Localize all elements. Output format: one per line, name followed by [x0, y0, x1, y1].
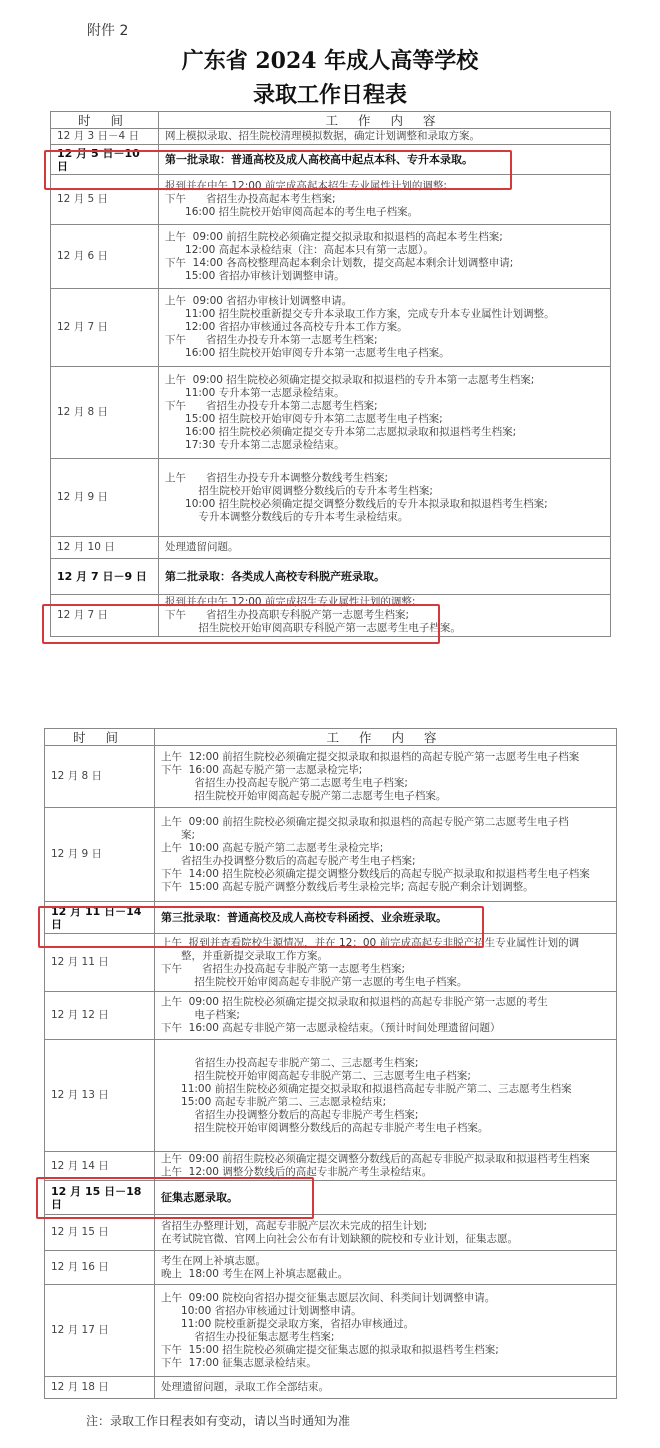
- content-cell: 第三批录取：普通高校及成人高校专科函授、业余班录取。: [155, 902, 617, 934]
- time-cell: 12 月 15 日－18 日: [45, 1181, 155, 1215]
- time-cell: 12 月 15 日: [45, 1215, 155, 1251]
- content-cell: 第一批录取：普通高校及成人高校高中起点本科、专升本录取。: [159, 145, 611, 175]
- highlight-box: [38, 906, 484, 948]
- content-cell: 上午 09:00 院校向省招办提交征集志愿层次间、科类间计划调整申请。 10:00 省招办审核通过计划调整申请。 11:00 院校重新提交录取方案，省招办审核通过。 省招生办投征集志愿考生档案; 下午 15:00 招生院校必须确定提交征集志愿的拟录取和拟退档考生档案; 下午 17:00 征集志愿录检结束。: [155, 1285, 617, 1377]
- content-cell: 上午 09:00 招生院校必须确定提交拟录取和拟退档的高起专非脱产第一志愿的考生 电子档案; 下午 16:00 高起专非脱产第一志愿录检结束。（预计时间处理遗留问题）: [155, 992, 617, 1040]
- batch-row: [51, 559, 611, 595]
- table-row: [45, 1040, 617, 1152]
- document-title: 广东省 2024 年成人高等学校: [181, 48, 479, 74]
- content-cell: 省招生办投高起专非脱产第二、三志愿考生档案; 招生院校开始审阅高起专非脱产第二、三志愿考生电子档案; 11:00 前招生院校必须确定提交拟录取和拟退档高起专非脱产第二、三志愿考生档案 15:00 高起专非脱产第二、三志愿录检结束; 省招生办投调整分数后的高起专非脱产考生档案; 招生院校开始审阅调整分数线后的高起专非脱产考生电子档案。: [155, 1040, 617, 1152]
- content-cell: 上午 省招生办投专升本调整分数线考生档案; 招生院校开始审阅调整分数线后的专升本考生档案; 10:00 招生院校必须确定提交调整分数线后的专升本拟录取和拟退档考生档案; 专升本调整分数线后的专升本考生录检结束。: [159, 459, 611, 537]
- time-cell: 12 月 17 日: [45, 1285, 155, 1377]
- header-content: 工 作 内 容: [155, 729, 617, 746]
- header-time: 时 间: [51, 112, 159, 129]
- table-row: [45, 992, 617, 1040]
- table-row: [45, 746, 617, 808]
- content-cell: 省招生办整理计划，高起专非脱产层次未完成的招生计划; 在考试院官微、官网上向社会公布有计划缺额的院校和专业计划，征集志愿。: [155, 1215, 617, 1251]
- time-cell: 12 月 7 日: [51, 289, 159, 367]
- content-cell: 上午 09:00 前招生院校必须确定提交调整分数线后的高起专非脱产拟录取和拟退档考生档案 上午 12:00 调整分数线后的高起专非脱产考生录检结束。: [155, 1152, 617, 1181]
- time-cell: 12 月 8 日: [51, 367, 159, 459]
- content-cell: 报到并在中午 12:00 前完成高起本招生专业属性计划的调整; 下午 省招生办投高起本考生档案; 16:00 招生院校开始审阅高起本的考生电子档案。: [159, 175, 611, 225]
- time-cell: 12 月 9 日: [45, 808, 155, 902]
- time-cell: 12 月 3 日－4 日: [51, 129, 159, 145]
- content-cell: 考生在网上补填志愿。 晚上 18:00 考生在网上补填志愿截止。: [155, 1251, 617, 1285]
- content-cell: 网上模拟录取、招生院校清理模拟数据，确定计划调整和录取方案。: [159, 129, 611, 145]
- table-row: [45, 1215, 617, 1251]
- table-row: [45, 1377, 617, 1399]
- content-cell: 上午 报到并查看院校生源情况，并在 12：00 前完成高起专非脱产招生专业属性计划的调 整，并重新提交录取工作方案。 下午 省招生办投高起专非脱产第一志愿考生档案; 招生院校开始审阅高起专非脱产第一志愿的考生电子档案。: [155, 934, 617, 992]
- content-cell: 上午 09:00 省招办审核计划调整申请。 11:00 招生院校重新提交专升本录取工作方案，完成专升本专业属性计划调整。 12:00 省招办审核通过各高校专升本工作方案。 下午 省招生办投专升本第一志愿考生档案; 16:00 招生院校开始审阅专升本第一志愿考生电子档案。: [159, 289, 611, 367]
- content-cell: 征集志愿录取。: [155, 1181, 617, 1215]
- time-cell: 12 月 12 日: [45, 992, 155, 1040]
- content-cell: 上午 09:00 前招生院校必须确定提交拟录取和拟退档的高起本考生档案; 12:00 高起本录检结束（注：高起本只有第一志愿）。 下午 14:00 各高校整理高起本剩余计划数，提交高起本剩余计划调整申请; 15:00 省招办审核计划调整申请。: [159, 225, 611, 289]
- time-cell: 12 月 11 日: [45, 934, 155, 992]
- table-row: [45, 1251, 617, 1285]
- document-subtitle: 录取工作日程表: [252, 82, 407, 108]
- time-cell: 12 月 7 日－9 日: [51, 559, 159, 595]
- highlight-box: [42, 604, 440, 644]
- table-row: [45, 1285, 617, 1377]
- time-cell: 12 月 9 日: [51, 459, 159, 537]
- time-cell: 12 月 14 日: [45, 1152, 155, 1181]
- table-row: [51, 537, 611, 559]
- content-cell: 第二批录取：各类成人高校专科脱产班录取。: [159, 559, 611, 595]
- header-time: 时 间: [45, 729, 155, 746]
- content-cell: 上午 12:00 前招生院校必须确定提交拟录取和拟退档的高起专脱产第一志愿考生电子档案 下午 16:00 高起专脱产第一志愿录检完毕; 省招生办投高起专脱产第二志愿考生电子档案; 招生院校开始审阅高起专脱产第二志愿考生电子档案。: [155, 746, 617, 808]
- header-content: 工 作 内 容: [159, 112, 611, 129]
- time-cell: 12 月 5 日: [51, 175, 159, 225]
- content-cell: 上午 09:00 前招生院校必须确定提交拟录取和拟退档的高起专脱产第二志愿考生电子档 案; 上午 10:00 高起专脱产第二志愿考生录检完毕; 省招生办投调整分数后的高起专脱产考生电子档案; 下午 14:00 招生院校必须确定提交调整分数线后的高起专脱产拟录取和拟退档考生电子档案 下午 15:00 高起专脱产调整分数线后考生录检完毕; 高起专脱产剩余计划调整。: [155, 808, 617, 902]
- content-cell: 报到并在中午 12:00 前完成招生专业属性计划的调整; 下午 省招生办投高职专科脱产第一志愿考生档案; 招生院校开始审阅高职专科脱产第一志愿考生电子档案。: [159, 595, 611, 637]
- time-cell: 12 月 18 日: [45, 1377, 155, 1399]
- table-row: [51, 289, 611, 367]
- highlight-box: [36, 1177, 314, 1219]
- table-row: [51, 459, 611, 537]
- content-cell: 处理遗留问题，录取工作全部结束。: [155, 1377, 617, 1399]
- attachment-label: 附件 2: [87, 23, 129, 39]
- time-cell: 12 月 5 日－10 日: [51, 145, 159, 175]
- highlight-box: [44, 150, 512, 190]
- table-row: [51, 367, 611, 459]
- content-cell: 处理遗留问题。: [159, 537, 611, 559]
- time-cell: 12 月 13 日: [45, 1040, 155, 1152]
- time-cell: 12 月 7 日: [51, 595, 159, 637]
- time-cell: 12 月 10 日: [51, 537, 159, 559]
- table-row: [51, 129, 611, 145]
- time-cell: 12 月 16 日: [45, 1251, 155, 1285]
- table-row: [51, 225, 611, 289]
- table-row: [45, 808, 617, 902]
- time-cell: 12 月 6 日: [51, 225, 159, 289]
- schedule-table-2: [44, 728, 617, 1399]
- time-cell: 12 月 11 日－14 日: [45, 902, 155, 934]
- footnote: 注：录取工作日程表如有变动，请以当时通知为准: [86, 1414, 351, 1428]
- time-cell: 12 月 8 日: [45, 746, 155, 808]
- content-cell: 上午 09:00 招生院校必须确定提交拟录取和拟退档的专升本第一志愿考生档案; 11:00 专升本第一志愿录检结束。 下午 省招生办投专升本第二志愿考生档案; 15:00 招生院校开始审阅专升本第二志愿考生电子档案; 16:00 招生院校必须确定提交专升本第二志愿拟录取和拟退档考生档案; 17:30 专升本第二志愿录检结束。: [159, 367, 611, 459]
